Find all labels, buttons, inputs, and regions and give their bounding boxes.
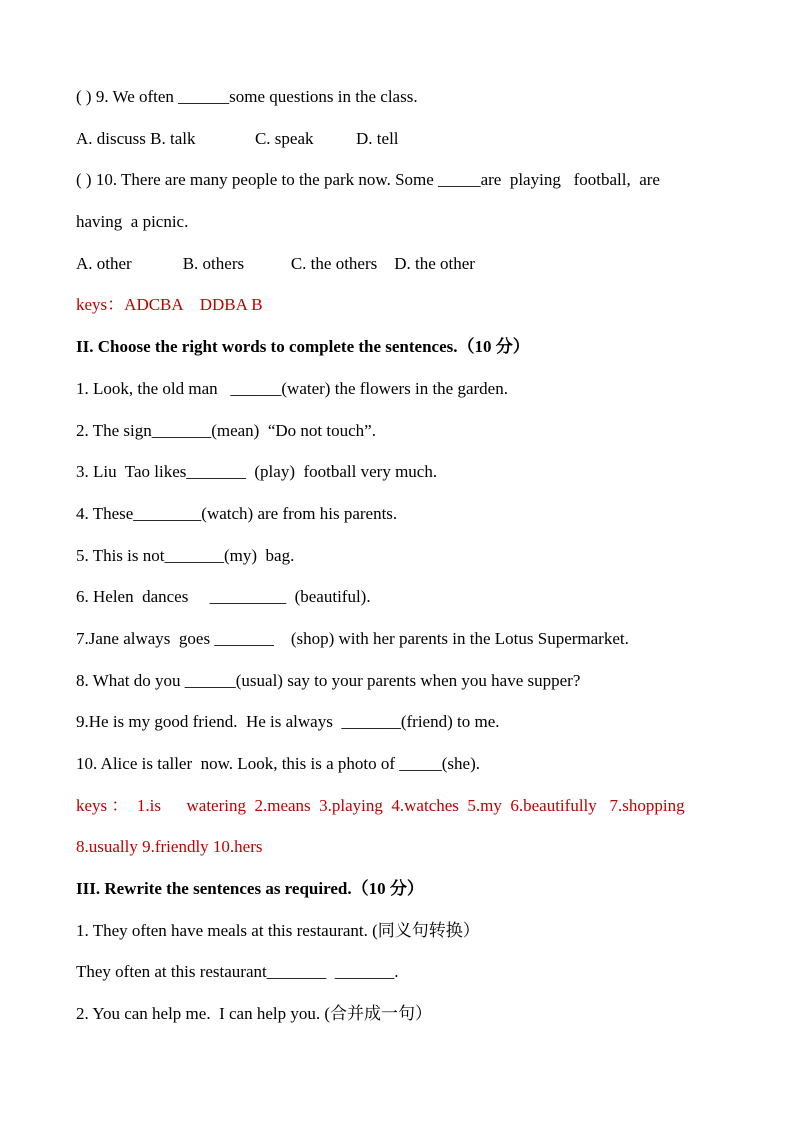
worksheet-page — [76, 84, 726, 1043]
section-2-item-9: 9.He is my good friend. He is always _______(friend) to me. — [76, 712, 500, 732]
section-2-heading: II. Choose the right words to complete the sentences.（10 分） — [76, 337, 530, 357]
question-10-options: A. other B. others C. the others D. the other — [76, 253, 475, 273]
section-2-item-6: 6. Helen dances _________ (beautiful). — [76, 587, 371, 607]
section-3-heading: III. Rewrite the sentences as required.（10 分） — [76, 879, 424, 899]
section-3-question-1-answer-line: They often at this restaurant_______ _______. — [76, 962, 399, 982]
section-2-answer-keys-line-2: 8.usually 9.friendly 10.hers — [76, 837, 263, 857]
section-2-item-2: 2. The sign_______(mean) “Do not touch”. — [76, 420, 376, 440]
section-2-item-10: 10. Alice is taller now. Look, this is a photo of _____(she). — [76, 754, 481, 773]
section-2-item-7: 7.Jane always goes _______ (shop) with her parents in the Lotus Supermarket. — [76, 628, 629, 648]
question-9: ( ) 9. We often ______some questions in the class. — [76, 87, 418, 106]
section-2-answer-keys-line-1: keys ： 1.is watering 2.means 3.playing 4.watches 5.my 6.beautifully 7.shopping — [76, 795, 685, 815]
question-10-line-1: ( ) 10. There are many people to the park now. Some _____are playing football, are — [76, 170, 660, 190]
question-9-options: A. discuss B. talk C. speak D. tell — [76, 128, 399, 148]
section-2-item-4: 4. These________(watch) are from his parents. — [76, 503, 398, 523]
section-1-answer-keys: keys：ADCBA DDBA B — [76, 295, 263, 315]
section-2-item-8: 8. What do you ______(usual) say to your parents when you have supper? — [76, 670, 581, 690]
question-10-line-2: having a picnic. — [76, 212, 189, 232]
section-2-item-5: 5. This is not_______(my) bag. — [76, 545, 295, 565]
section-2-item-3: 3. Liu Tao likes_______ (play) football very much. — [76, 462, 438, 482]
section-3-question-2: 2. You can help me. I can help you. (合并成一句） — [76, 1004, 433, 1024]
section-3-question-1: 1. They often have meals at this restaurant. (同义句转换） — [76, 920, 480, 940]
section-2-item-1: 1. Look, the old man ______(water) the flowers in the garden. — [76, 378, 508, 398]
